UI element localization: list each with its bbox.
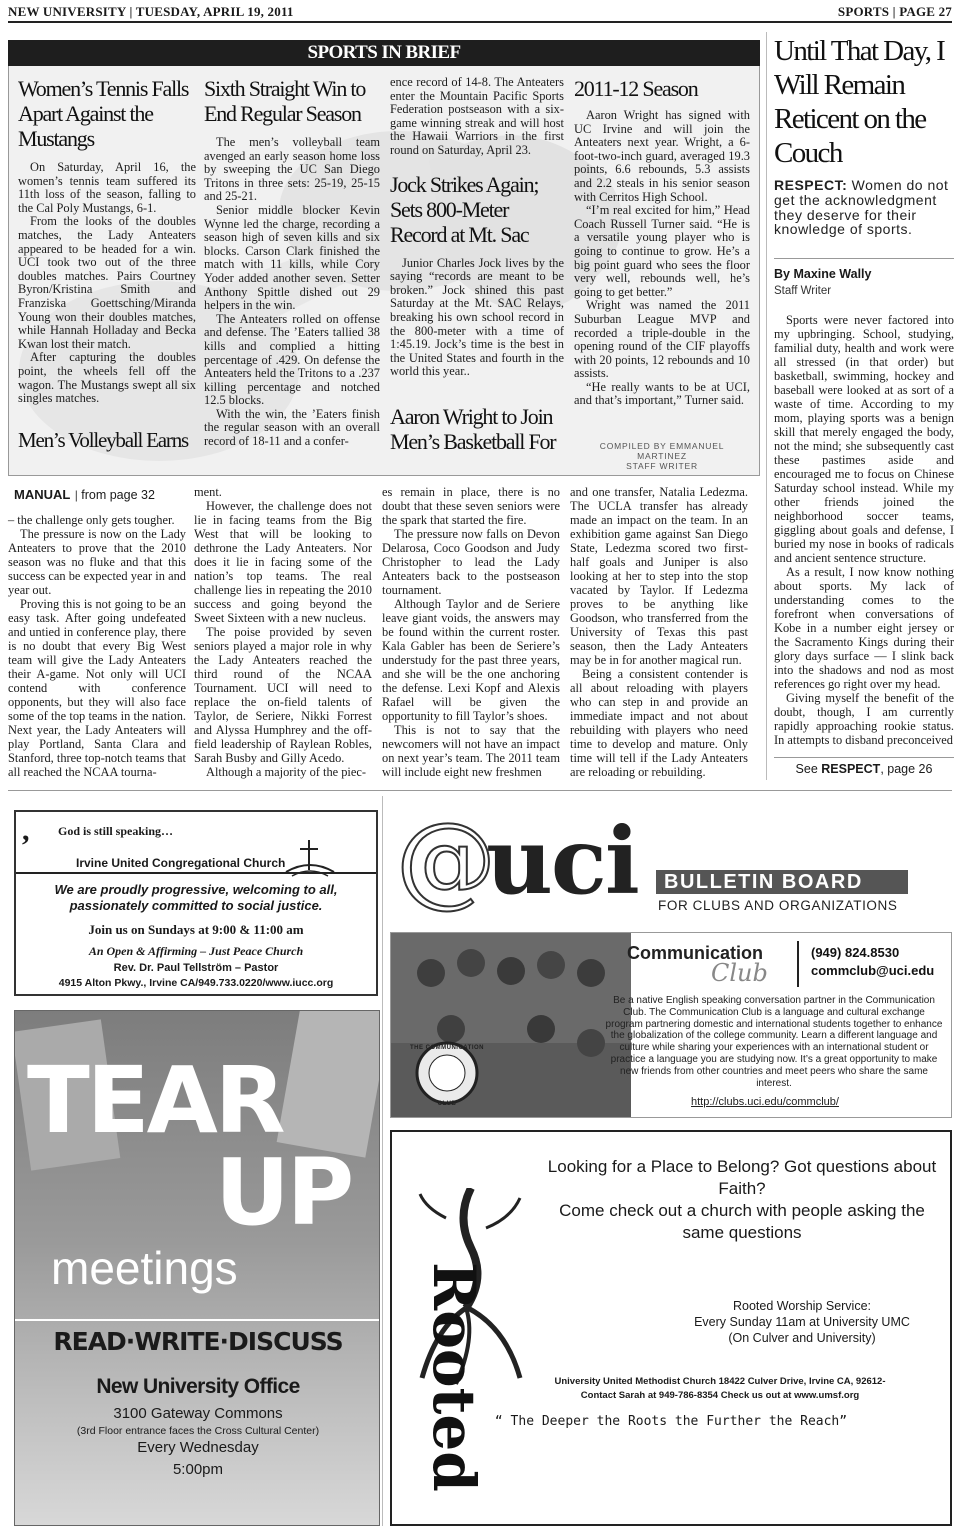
brief-jock [390, 76, 564, 379]
rooted-motto: “ The Deeper the Roots the Further the Reach” [494, 1414, 848, 1429]
manual-paragraph: – the challenge only gets tougher. [8, 513, 175, 527]
volleyball-headline: Sixth Straight Win to End Regular Season [204, 76, 366, 126]
manual-paragraph: The poise provided by seven seniors played a major role in why the Lady Anteaters reached the third round of the NCAA Tournament. UCI will need to replace the on-field talents of Taylor, de Seriere, Nikki Forrest and Alyssa Humphrey and the off-field leadership of Raylean Robles, Sarah Busby and Gilly Acedo. [194, 625, 372, 765]
church-divider [16, 872, 378, 874]
manual-paragraph: However, the challenge does not lie in facing teams from the Big West that will be looking to dethrone the Lady Anteaters. Nor does it lie in facing some of the nation’s top teams. The real challenge lies in repeating the 2010 success and going beyond the Sweet Sixteen with a new nucleus. [194, 499, 372, 625]
brief-tennis [18, 76, 196, 406]
church-ad [14, 810, 378, 996]
manual-paragraph: The pressure now falls on Devon Delarosa, Coco Goodson and Judy Christopher to lead the Lady Anteaters back to the postseason tournament. [382, 527, 560, 597]
club-divider [797, 941, 799, 987]
volleyball-continued-paragraph: ence record of 14-8. The Anteaters enter the Mountain Pacific Sports Federation postseason with a six-game winning streak and will host the Hawaii Warriors in the first round on Saturday, April 23. [390, 75, 564, 157]
manual-paragraph: Being a consistent contender is all about reloading with players who can step in and provide an immediate impact and not about rebuilding with players who need time to develop and mature. Only time will tell if the Lady Anteaters are reloading or rebuilding. [570, 667, 748, 779]
tear-up-time: 5:00pm [172, 1461, 224, 1478]
jump-key: RESPECT [821, 762, 881, 776]
mission-line: passionately committed to social justice. [69, 898, 323, 913]
column-deck [774, 178, 954, 237]
badge-bottom: CLUB [437, 1101, 457, 1107]
brief-volleyball [204, 76, 380, 449]
manual-paragraph: ment. [194, 485, 222, 499]
ads-divider [382, 796, 383, 1526]
tear-up-office: New University Office [96, 1375, 300, 1398]
tennis-paragraph: From the looks of the doubles matches, the Lady Anteaters appeared to be headed for a win. UCI took two out of the three doubles matches. Pairs Courtney Byron/Kristina Smith and Franziska Goettsching/Miranda Young won their doubles matches, while Hannah Holladay and Becka Kwan lost their match. [18, 214, 196, 351]
column-paragraph: Sports were never factored into my upbringing. School, studying, familial duty, health and work were all stressed (in that order) but basketball, swimming, hockey and baseball were looked at as sort of a waste of time. According to my mom, playing sports was a benign skill that merely engaged the body, not the mind; she subsequently cast these pastimes aside and encouraged me to focus on Chinese Saturday school instead. While my other friends joined the neighborhood soccer teams, giggling about goals and defense, I buried my nose in books of radicals and ancient sentence structure. [774, 313, 954, 566]
mission-line: We are proudly progressive, welcoming to all, [54, 882, 338, 897]
church-pastor: Rev. Dr. Paul Tellström – Pastor [113, 962, 279, 974]
wright-paragraph: Wright was named the 2011 Suburban League MVP and recorded a triple-double in the opening round of the CIF playoffs with 20 points, 12 rebounds and 10 assists. [574, 298, 750, 381]
badge-top: THE COMMUNICATION [409, 1045, 485, 1051]
rwd-text: READ·WRITE·DISCUSS [53, 1327, 343, 1356]
tear-up-address: 3100 Gateway Commons [113, 1405, 283, 1422]
club-name: Communication [627, 943, 764, 963]
volleyball-paragraph: Senior middle blocker Kevin Wynne led the charge, recording a season high of seven kills and six blocks. Carson Clark finished the match with 11 kills, while Cory Yoder added another seven. Setter Anthony Spittle dished out 29 helpers in the win. [204, 202, 380, 313]
respect-jump[interactable] [774, 762, 954, 776]
byline-rule [774, 258, 954, 259]
column-divider [766, 32, 767, 780]
wright-paragraph: “He really wants to be at UCI, and that’s important,” Turner said. [574, 379, 750, 408]
jock-headline: Jock Strikes Again; Sets 800-Meter Record at Mt. Sac [390, 171, 539, 247]
volleyball-paragraph: The men’s volleyball team avenged an early season home loss by sweeping the UC San Diego Tritons in three sets: 25-19, 25-15 and 25-21. [204, 135, 380, 204]
manual-paragraph: es remain in place, there is no doubt that these seven seniors were the spark that started the fire. [382, 485, 560, 527]
column-headline: Until That Day, I Will Remain Reticent on the Couch [774, 35, 945, 169]
manual-jump-label: MANUAL | from page 32 [14, 487, 155, 502]
rooted-question-1: Looking for a Place to Belong? Got questions about Faith? [547, 1157, 937, 1198]
manual-from: from page 32 [81, 488, 155, 502]
bulletin-sub: FOR CLUBS AND ORGANIZATIONS [658, 898, 898, 913]
volleyball-paragraph: With the win, the ’Eaters finish the regular season with an overall record of 18-11 and a confer- [204, 406, 380, 449]
church-logo-icon [284, 840, 336, 880]
wright-headline-start: Aaron Wright to Join Men’s Basketball For [390, 404, 556, 454]
club-email[interactable]: commclub@uci.edu [811, 963, 935, 978]
sports-in-brief-title: SPORTS IN BRIEF [8, 40, 760, 66]
manual-label: MANUAL [14, 487, 71, 502]
church-sundays: Join us on Sundays at 9:00 & 11:00 am [88, 922, 304, 937]
rooted-service [672, 1298, 932, 1346]
tear-up-ad [14, 1010, 380, 1526]
service-place: (On Culver and University) [728, 1331, 876, 1345]
bulletin-board-bar: BULLETIN BOARD [656, 870, 908, 894]
manual-paragraph: and one transfer, Natalia Ledezma. The UCLA transfer has already made an impact on the team. In an exhibition game against San Diego State, Ledezma scored two first-half goals and Juniper is also looking at her to step into the stop vacated by Taylor. If Ledezma proves to be anything like Goodson, who transferred from the University of Texas this past season, then the Lady Anteaters may be in for another magical run. [570, 485, 748, 667]
club-body: Be a native English speaking conversation partner in the Communication Club. The Communication Club is a language and cultural exchange program partnering domestic and international students together to enhance the globalization of the college community. Learn a different language and culture while sharing your experiences with an international student or practice a language you are studying now. It’s a great opportunity to make new friends from other countries and meet peers who share the same interest. [605, 995, 943, 1089]
wright-paragraph: “I’m real excited for him,” Head Coach Russell Turner said. “He is a versatile young player who is going to continue to grow. He’s a big point guard who sees the floor very well, rebounds well, he’s going to get better.” [574, 203, 750, 299]
column-paragraph: As a result, I now know nothing about sports. My lack of understanding comes to the forefront when conversations of Kobe in a number eight jersey or the Sacramento Kings during their glory days surface — I slink back into the shadows and nod as most references go right over my head. [774, 565, 954, 692]
torn-paper-art [277, 1010, 380, 1158]
jock-paragraph: Junior Charles Jock lives by the saying “records are meant to be broken.” Jock shined this past Saturday at the Mt. SAC Relays, breaking his own school record in the 800-meter with a time of 1:45.19. Jock’s time is the best in the United States and fourth in the world this year.. [390, 255, 564, 379]
wright-paragraph: Aaron Wright has signed with UC Irvine and will join the Anteaters next year. Wright, a 6-foot-two-inch guard, averaged 19.3 points, 6.6 rebounds, 5.3 assists and 2.2 steals in his senior season with Cerritos High School. [574, 108, 750, 204]
manual-paragraph: This is not to say that the newcomers will not have an impact on next year’s team. The 2011 team will include eight new freshmen [382, 723, 560, 779]
tear-up-floor: (3rd Floor entrance faces the Cross Cultural Center) [76, 1425, 320, 1437]
rooted-address: University United Methodist Church 18422 Culver Drive, Irvine CA, 92612- [554, 1376, 886, 1387]
rooted-ad [390, 1130, 952, 1526]
tennis-headline: Women’s Tennis Falls Apart Against the Mustangs [18, 76, 189, 151]
manual-paragraph: Although a majority of the piec- [206, 765, 367, 779]
manual-paragraph: Although Taylor and de Seriere leave giant voids, the answers may be found within the current roster. Kala Gabler has been de Seriere’s understudy for the past three years, and she will be the one anchoring the defense. Lexi Kopf and Alexis Rafael will be given the opportunity to fill Taylor’s shoes. [382, 597, 560, 723]
credit-role: STAFF WRITER [626, 461, 698, 471]
at-sign-icon: @ [396, 801, 496, 918]
volleyball-body [204, 136, 380, 449]
manual-col-1 [8, 513, 186, 779]
jock-body [390, 257, 564, 379]
service-title: Rooted Worship Service: [732, 1299, 872, 1313]
column-staff: Staff Writer [774, 285, 832, 298]
club-name-script: Club [711, 959, 768, 987]
manual-col-3 [382, 485, 560, 779]
church-open: An Open & Affirming – Just Peace Church [88, 944, 304, 958]
rooted-question-2: Come check out a church with people asking the same questions [559, 1201, 925, 1242]
opinion-column [774, 34, 954, 747]
rooted-logo: Rooted [420, 1262, 488, 1492]
uci-bulletin-header [396, 800, 952, 932]
tear-up-divider [15, 1319, 380, 1321]
manual-col-4 [570, 485, 748, 779]
church-address: 4915 Alton Pkwy., Irvine CA/949.733.0220/www.iucc.org [58, 977, 334, 989]
column-byline: By Maxine Wally [774, 267, 872, 282]
column-paragraph: Giving myself the benefit of the doubt, though, I am currently rapidly approaching rookie status. In attempts to disband preconceived [774, 691, 954, 748]
rooted-question [542, 1156, 942, 1244]
jump-see: See [795, 762, 818, 776]
service-time: Every Sunday 11am at University UMC [694, 1315, 910, 1329]
club-url[interactable]: http://clubs.uci.edu/commclub/ [691, 1096, 839, 1108]
tear-up-day: Every Wednesday [137, 1439, 259, 1456]
manual-paragraph: The pressure is now on the Lady Anteaters to prove that the 2010 season was no fluke and that this success can be expected year in and year out. [8, 527, 186, 597]
ads-rule [8, 790, 952, 791]
brief-credit [574, 441, 750, 471]
wright-body [574, 109, 750, 408]
wright-headline: 2011-12 Season [574, 76, 698, 101]
tear-text: TEAR [27, 1047, 283, 1154]
jump-page: , page 26 [880, 762, 933, 776]
deck-text: Women do not get the acknowledgment they deserve for their knowledge of sports. [774, 177, 949, 238]
club-badge [395, 1031, 499, 1107]
tennis-paragraph: On Saturday, April 16, the women’s tennis team suffered its 11th loss of the season, falling to the Cal Poly Mustangs, 6-1. [18, 160, 196, 215]
folio-right: SPORTS | PAGE 27 [837, 4, 952, 19]
credit-name: COMPILED BY EMMANUEL MARTINEZ [599, 441, 725, 461]
church-mission [16, 882, 376, 914]
church-tagline: God is still speaking… [58, 824, 174, 838]
volleyball-paragraph: The Anteaters rolled on offense and defense. The ’Eaters tallied 38 kills and complied a hitting percentage of .429. On defense the Anteaters held the Tritons to a .237 killing percentage and notched 12.5 blocks. [204, 311, 380, 408]
comma-icon: , [22, 814, 30, 847]
tennis-body [18, 161, 196, 406]
communication-club-ad [390, 932, 952, 1118]
tennis-paragraph: After capturing the doubles point, the wheels fell off the wagon. The Mustangs swept all six singles matches. [18, 350, 196, 406]
volleyball-headline-start: Men’s Volleyball Earns [18, 428, 188, 452]
volleyball-continued [390, 76, 564, 158]
folio-rule [8, 21, 952, 23]
rooted-contact: Contact Sarah at 949-786-8354 Check us out at www.umsf.org [580, 1390, 860, 1401]
manual-paragraph: Proving this is not going to be an easy task. After going undefeated and untied in conference play, there is no doubt that every Big West team will give the Lady Anteaters their A-game. Not only will UCI contend with conference opponents, but they will also face some of the top teams in the nation. Next year, the Lady Anteaters will play Portland, Santa Clara and Stanford, three top-notch teams that all reached the NCAA tourna- [8, 597, 186, 779]
up-text: UP [215, 1139, 352, 1246]
uci-logo-text: uci [486, 807, 638, 915]
meetings-text: meetings [51, 1242, 238, 1294]
church-name: Irvine United Congregational Church [76, 856, 286, 870]
jump-rule [774, 757, 954, 758]
brief-wright [574, 76, 750, 408]
column-body [774, 313, 954, 747]
deck-label: RESPECT: [774, 177, 848, 193]
manual-col-2 [194, 485, 372, 779]
club-phone: (949) 824.8530 [811, 945, 900, 960]
folio-left: NEW UNIVERSITY | TUESDAY, APRIL 19, 2011 [8, 4, 294, 19]
